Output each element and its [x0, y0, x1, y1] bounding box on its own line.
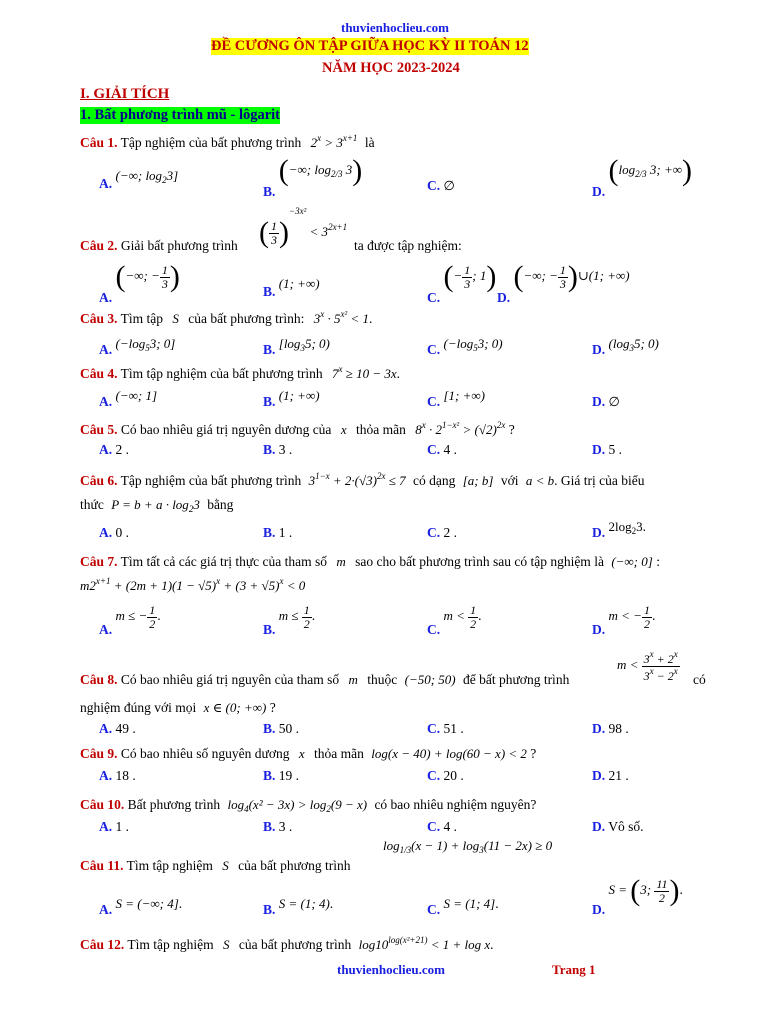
option-value: ∅ [443, 178, 455, 193]
question-number: Câu 8. [80, 672, 118, 687]
option-label: D. [592, 819, 606, 834]
option-label: A. [99, 768, 113, 783]
question-line2-tail: bằng [207, 497, 234, 512]
question-number: Câu 10. [80, 797, 125, 812]
q7-option-a[interactable]: A. m ≤ − $\frac{1}{2}$ . [99, 603, 161, 638]
section-title: I. GIẢI TÍCH [80, 86, 170, 102]
q2-option-c[interactable]: C. (− $\frac{1}{3}$ ; 1) [427, 260, 497, 305]
q1-option-d[interactable]: D. ($\log_{2/3}$ 3; +∞) [592, 154, 693, 199]
q1-option-a[interactable]: A. (−∞; $\log_23$] [99, 168, 179, 191]
page-number: Trang 1 [552, 962, 596, 977]
question-number: Câu 3. [80, 311, 118, 326]
q6-option-d[interactable]: D. $2\log_23$. [592, 519, 646, 540]
q5-option-d[interactable] [592, 442, 622, 458]
question-mid2: để bất phương trình [463, 672, 570, 687]
question-mid: sao cho bất phương trình sau có tập nghiệm là [355, 554, 604, 569]
option-label: D. [592, 394, 606, 409]
option-label: A. [99, 176, 113, 191]
question-8: Câu 8. Có bao nhiêu giá trị nguyên của tham số m thuộc (−50; 50) để bất phương trình [80, 672, 570, 687]
option-value: 0 . [115, 525, 129, 540]
option-value: 2 . [443, 525, 457, 540]
option-label: D. [497, 289, 511, 305]
option-label: D. [592, 442, 606, 457]
question-text: Tìm tập [120, 311, 164, 326]
option-label: B. [263, 768, 276, 783]
option-label: B. [263, 394, 276, 409]
q9-option-d[interactable] [592, 768, 629, 784]
question-5: Câu 5. Có bao nhiêu giá trị nguyên dương của x thỏa mãn $8^x \cdot 2^{1-x^2} > (√2)^{2x}$ ? [80, 420, 515, 437]
question-number: Câu 5. [80, 422, 118, 437]
q8-option-d[interactable] [592, 721, 629, 737]
option-label: B. [263, 284, 276, 299]
option-label: A. [99, 525, 113, 540]
question-text: Có bao nhiêu giá trị nguyên của tham số [120, 672, 340, 687]
q11-option-b[interactable]: B. S = (1; 4). [263, 896, 334, 917]
q2-option-b[interactable]: B. (1; +∞) [263, 276, 320, 299]
q9-option-b[interactable] [263, 768, 299, 784]
q1-option-b[interactable]: B. (−∞; $\log_{2/3} 3$) [263, 154, 363, 199]
footer-site: thuvienhoclieu.com [337, 962, 445, 977]
q11-inequality: $\log_{1/3}(x - 1) + \log_3(11 - 2x) \ge 0$ [383, 838, 553, 855]
question-text: Giải bất phương trình [120, 238, 238, 253]
question-tail: có [693, 672, 706, 687]
option-label: D. [592, 901, 606, 917]
option-value: 5 . [608, 442, 622, 457]
option-label: C. [427, 768, 441, 783]
question-text: Có bao nhiêu số nguyên dương [120, 746, 290, 761]
q4-option-b[interactable]: B. (1; +∞) [263, 388, 320, 409]
option-value: 2 . [115, 442, 129, 457]
option-value: 49 . [115, 721, 136, 736]
question-text: Tìm tất cả các giá trị thực của tham số [120, 554, 328, 569]
subsection-title: 1. Bất phương trình mũ - lôgarit [80, 107, 281, 123]
option-value: ∅ [608, 394, 620, 409]
option-label: A. [99, 289, 113, 305]
question-10: Câu 10. Bất phương trình $\log_4(x^2 - 3x) > \log_2(9 - x)$ có bao nhiêu nghiệm nguyên? [80, 797, 537, 814]
option-value: 21 . [608, 768, 629, 783]
q5-option-b[interactable] [263, 442, 292, 458]
option-label: A. [99, 342, 113, 357]
q10-option-b[interactable] [263, 819, 292, 835]
q8-option-a[interactable] [99, 721, 136, 737]
q4-option-c[interactable]: C. [1; +∞) [427, 388, 486, 409]
q3-option-d[interactable]: D. ($\log_35$; 0) [592, 336, 659, 357]
option-label: C. [427, 622, 441, 638]
question-3: Câu 3. Tìm tập S của bất phương trình: $3^x \cdot 5^{x^2} < 1$. [80, 309, 373, 326]
q3-option-c[interactable]: C. ($-\log_53$; 0) [427, 336, 503, 357]
option-label: C. [427, 289, 441, 305]
option-label: C. [427, 178, 441, 193]
option-label: A. [99, 394, 113, 409]
question-mid: của bất phương trình [238, 858, 351, 873]
option-label: D. [592, 525, 606, 540]
question-7: Câu 7. Tìm tất cả các giá trị thực của tham số m sao cho bất phương trình sau có tập nghiệm là (−∞; 0] : [80, 554, 660, 569]
option-label: C. [427, 902, 441, 917]
question-mid: của bất phương trình [238, 937, 352, 952]
q10-option-d[interactable] [592, 819, 644, 835]
option-value: 51 . [443, 721, 464, 736]
question-6-line-2: thức $P = b + a \cdot \log_23$ bằng [80, 497, 234, 514]
option-value: 20 . [443, 768, 464, 783]
q4-option-a[interactable]: A. (−∞; 1] [99, 388, 158, 409]
option-label: B. [263, 622, 276, 638]
question-tail: có bao nhiêu nghiệm nguyên? [374, 797, 537, 812]
question-number: Câu 11. [80, 858, 124, 873]
q11-option-a[interactable]: A. S = (−∞; 4]. [99, 896, 183, 917]
option-label: B. [263, 342, 276, 357]
question-mid: có dạng [413, 473, 456, 488]
option-label: D. [592, 622, 606, 638]
q7-option-c[interactable]: C. m < $\frac{1}{2}$ . [427, 603, 482, 638]
q8-option-c[interactable] [427, 721, 464, 737]
option-value: 4 . [443, 442, 457, 457]
option-value: 19 . [278, 768, 300, 783]
q2-option-a[interactable]: A. (−∞; − $\frac{1}{3}$ ) [99, 260, 180, 305]
option-label: B. [263, 902, 276, 917]
q10-option-c[interactable] [427, 819, 457, 835]
question-12: Câu 12. Tìm tập nghiệm S của bất phương trình $\log 10^{log(x^2+21)} < 1 + \log x$. [80, 935, 494, 952]
option-label: B. [263, 721, 276, 736]
option-label: D. [592, 183, 606, 199]
q9-option-c[interactable] [427, 768, 464, 784]
question-tail: là [364, 135, 375, 150]
q7-inequality: $m2^{x+1} + (2m + 1)(1 - √5)^x + (3 + √5)^x < 0$ [80, 576, 306, 593]
q1-option-c[interactable] [427, 178, 455, 194]
question-number: Câu 12. [80, 937, 125, 952]
option-label: D. [592, 721, 606, 736]
option-label: A. [99, 721, 113, 736]
option-label: C. [427, 525, 441, 540]
q7-option-b[interactable]: B. m ≤ $\frac{1}{2}$ . [263, 603, 316, 638]
question-number: Câu 7. [80, 554, 118, 569]
option-label: C. [427, 442, 441, 457]
option-label: D. [592, 768, 606, 783]
q11-option-d[interactable]: D. S = (3; $\frac{11}{2}$ ). [592, 874, 683, 917]
question-mid: thỏa mãn [355, 422, 406, 437]
question-2 [80, 238, 238, 254]
option-label: B. [263, 525, 276, 540]
question-tail: ta được tập nghiệm: [354, 238, 462, 253]
school-year: NĂM HỌC 2023-2024 [322, 60, 460, 76]
option-value: Vô số. [608, 819, 644, 834]
option-label: A. [99, 819, 113, 834]
question-text: Tập nghiệm của bất phương trình [120, 473, 302, 488]
question-tail: . Giá trị của biểu [554, 473, 645, 488]
option-value: 1 . [278, 525, 293, 540]
option-value: 1 . [115, 819, 129, 834]
q6-option-a[interactable] [99, 525, 129, 541]
q8-option-b[interactable] [263, 721, 299, 737]
question-number: Câu 2. [80, 238, 118, 253]
question-mid2: với [500, 473, 519, 488]
option-value: 3 . [278, 819, 293, 834]
q6-option-c[interactable] [427, 525, 457, 541]
q8-inequality: m < $\frac{3^x + 2^x}{3^x - 2^x}$ [617, 649, 678, 683]
question-number: Câu 9. [80, 746, 118, 761]
question-9: Câu 9. Có bao nhiêu số nguyên dương x thỏa mãn log(x − 40) + log(60 − x) < 2 ? [80, 746, 537, 761]
question-number: Câu 4. [80, 366, 118, 381]
q5-option-c[interactable] [427, 442, 457, 458]
question-text: Bất phương trình [127, 797, 221, 812]
option-value: 4 . [443, 819, 457, 834]
question-line2: thức [80, 497, 104, 512]
question-mid: thỏa mãn [314, 746, 364, 761]
q3-option-b[interactable]: B. [$\log_35$; 0) [263, 336, 330, 357]
question-number: Câu 6. [80, 473, 118, 488]
question-1: Câu 1. Tập nghiệm của bất phương trình $2^x > 3^{x+1}$ là [80, 133, 375, 150]
q3-option-a[interactable]: A. ($-\log_53$; 0] [99, 336, 176, 357]
question-text: Tìm tập nghiệm [126, 858, 213, 873]
q7-option-d[interactable]: D. m < − $\frac{1}{2}$ . [592, 603, 656, 638]
question-mid: thuộc [367, 672, 398, 687]
option-label: C. [427, 819, 441, 834]
option-label: C. [427, 342, 441, 357]
q11-option-c[interactable]: C. S = (1; 4]. [427, 896, 499, 917]
option-value: 3 . [278, 442, 293, 457]
option-label: A. [99, 902, 113, 917]
option-label: C. [427, 394, 441, 409]
option-value: 50 . [278, 721, 300, 736]
option-value: 18 . [115, 768, 136, 783]
q9-option-a[interactable] [99, 768, 136, 784]
question-mid: của bất phương trình: [188, 311, 305, 326]
page-title: ĐỀ CƯƠNG ÔN TẬP GIỮA HỌC KỲ II TOÁN 12 [211, 38, 529, 54]
q10-option-a[interactable] [99, 819, 129, 835]
question-text: Tìm tập nghiệm của bất phương trình [120, 366, 323, 381]
q4-option-d[interactable] [592, 394, 620, 410]
header-site: thuvienhoclieu.com [341, 20, 449, 35]
question-number: Câu 1. [80, 135, 118, 150]
option-label: C. [427, 721, 441, 736]
option-label: B. [263, 442, 276, 457]
question-text: Tìm tập nghiệm [127, 937, 214, 952]
question-4: Câu 4. Tìm tập nghiệm của bất phương trình $7^x \ge 10 - 3x$. [80, 364, 401, 381]
option-label: B. [263, 183, 276, 199]
question-11: Câu 11. Tìm tập nghiệm S của bất phương trình [80, 858, 351, 873]
option-label: A. [99, 442, 113, 457]
question-text: Tập nghiệm của bất phương trình [120, 135, 302, 150]
q2-option-d[interactable]: D. (−∞; − $\frac{1}{3}$ )∪(1; +∞) [497, 260, 630, 305]
q2-inequality: ( $\frac{1}{3}$ )$^{-3x^2} < 3^{2x+1}$ [259, 206, 348, 250]
option-label: B. [263, 819, 276, 834]
option-label: D. [592, 342, 606, 357]
question-6: Câu 6. Tập nghiệm của bất phương trình $3^{1-x} + 2\cdot(√3)^{2x} \le 7$ có dạng [a; b] với a < b. Giá trị của biểu [80, 471, 645, 488]
question-line2: nghiệm đúng với mọi [80, 700, 197, 715]
q5-option-a[interactable] [99, 442, 129, 458]
option-label: A. [99, 622, 113, 638]
option-value: 98 . [608, 721, 629, 736]
question-text: Có bao nhiêu giá trị nguyên dương của [120, 422, 332, 437]
q6-option-b[interactable] [263, 525, 292, 541]
question-8-line-2: nghiệm đúng với mọi x ∈ (0; +∞) ? [80, 700, 276, 715]
